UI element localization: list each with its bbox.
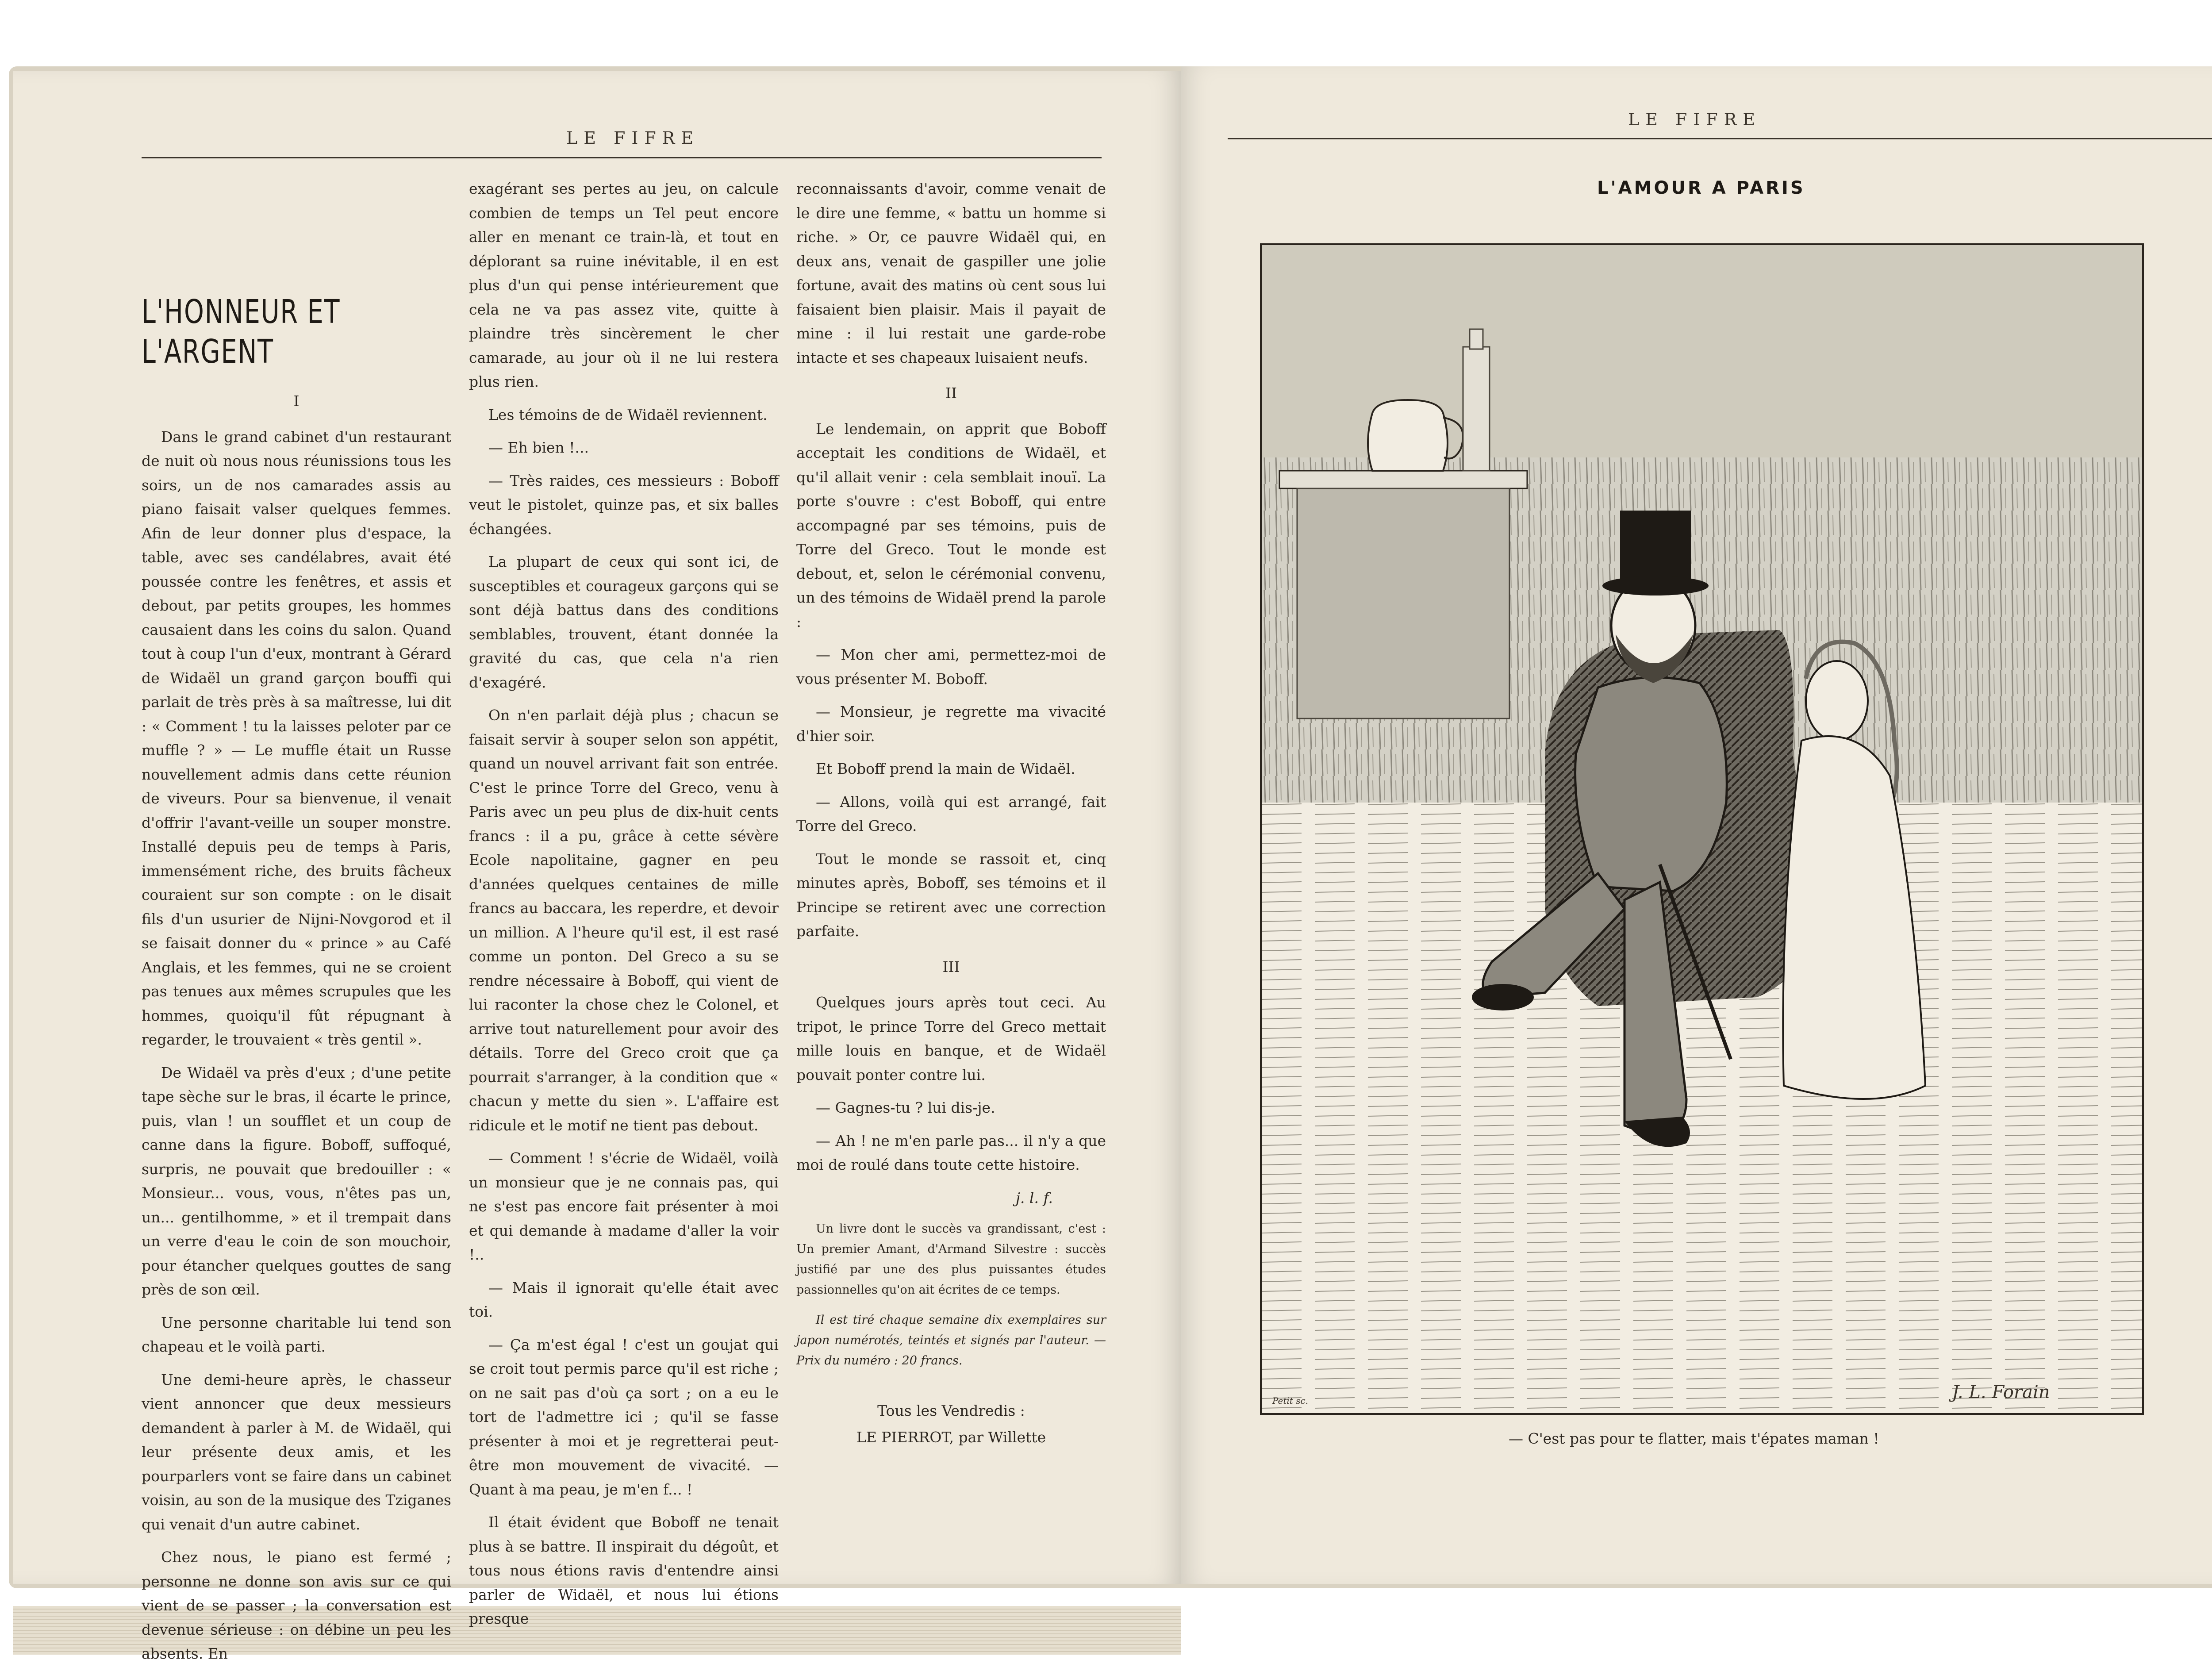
artist-signature: J. L. Forain [1952, 1382, 2050, 1402]
header-rule-left [142, 157, 1102, 158]
author-signature: j. l. f. [1015, 1189, 1053, 1206]
paragraph: — Allons, voilà qui est arrangé, fait Torre del Greco. [796, 793, 1106, 834]
lithograph-illustration [1262, 245, 2142, 1413]
paragraph: Une demi-heure après, le chasseur vient annoncer que deux messieurs demandent à parler à M. de Widaël, qui leur présente deux amis, et les pourparlers vont se faire dans un cabinet voisin, au son de la musique des Tziganes qui venait d'un autre cabinet. [142, 1371, 451, 1533]
article-column-3 [796, 177, 1106, 1451]
article-column-1 [142, 186, 451, 1675]
lithograph-frame [1260, 243, 2144, 1415]
footer-line-2: LE PIERROT, par Willette [856, 1429, 1046, 1446]
paragraph: — Mon cher ami, permettez-moi de vous présenter M. Boboff. [796, 646, 1106, 688]
paragraph: — Ah ! ne m'en parle pas... il n'y a que moi de roulé dans toute cette histoire. [796, 1132, 1106, 1173]
paragraph: — Gagnes-tu ? lui dis-je. [816, 1099, 995, 1116]
article-column-2 [469, 177, 779, 1640]
paragraph: Quelques jours après tout ceci. Au tripot, le prince Torre del Greco mettait mille louis en banque, et de Widaël pouvait ponter contre lui. [796, 994, 1106, 1083]
paragraph: La plupart de ceux qui sont ici, de susceptibles et courageux garçons qui se sont déjà battus dans des conditions semblables, trouvent, étant donnée la gravité du cas, que cela n'a rien d'exagéré. [469, 553, 779, 691]
paragraph: Il était évident que Boboff ne tenait plus à se battre. Il inspirait du dégoût, et tous nous étions ravis d'entendre ainsi parler de Widaël, et nous lui étions presque [469, 1514, 779, 1627]
section-number-3: III [942, 958, 960, 976]
paragraph: Le lendemain, on apprit que Boboff acceptait les conditions de Widaël, et qu'il allait venir : cela semblait inouï. La porte s'ouvre : c'est Boboff, qui entre accompagné par ses témoins, puis de Torre del Greco. Tout le monde est debout, et, selon le cérémonial convenu, un des témoins de Widaël prend la parole : [796, 420, 1106, 630]
running-head-right: LE FIFRE [1628, 110, 1762, 129]
right-page [1181, 66, 2212, 1584]
footer-line-1: Tous les Vendredis : [877, 1402, 1025, 1419]
paragraph: — Comment ! s'écrie de Widaël, voilà un monsieur que je ne connais pas, qui ne s'est pas encore fait présenter à moi et qui demande à madame d'aller la voir !.. [469, 1149, 779, 1263]
engraver-credit: Petit sc. [1272, 1395, 1309, 1406]
paragraph: — Mais il ignorait qu'elle était avec toi. [469, 1279, 779, 1320]
paragraph: — Eh bien !... [488, 439, 589, 456]
paragraph: — Très raides, ces messieurs : Boboff veut le pistolet, quinze pas, et six balles échangées. [469, 472, 779, 538]
paragraph: Et Boboff prend la main de Widaël. [816, 760, 1075, 777]
paragraph: Dans le grand cabinet d'un restaurant de nuit où nous nous réunissions tous les soirs, un de nos camarades assis au piano faisait valser quelques femmes. Afin de leur donner plus d'espace, la table, avec ses candélabres, avait été poussée contre les fenêtres, et assis et debout, par petits groupes, les hommes causaient dans les coins du salon. Quand tout à coup l'un d'eux, montrant à Gérard de Widaël un grand garçon bouffi qui parlait de très près à sa maîtresse, lui dit : « Comment ! tu la laisses peloter par ce muffle ? » — Le muffle était un Russe nouvellement admis dans cette réunion de viveurs. Pour sa bienvenue, il venait d'offrir l'avant-veille un souper monstre. Installé depuis peu de temps à Paris, immensément riche, des bruits fâcheux couraient sur son compte : on le disait fils d'un usurier de Nijni-Novgorod et il se faisait donner du « prince » au Café Anglais, et les femmes, qui ne se croient pas tenues aux mêmes scrupules que les hommes, quoiqu'il fût répugnant à regarder, le trouvaient « très gentil ». [142, 428, 451, 1048]
weekly-footer [796, 1398, 1106, 1451]
picture-title: L'AMOUR A PARIS [1597, 178, 1805, 198]
paragraph: exagérant ses pertes au jeu, on calcule combien de temps un Tel peut encore aller en menant ce train-là, et tout en déplorant sa ruine inévitable, il en est plus d'un qui pense intérieurement que cela ne va pas assez vite, quitte à plaindre très sincèrement le cher camarade, au jour où il ne lui restera plus rien. [469, 180, 779, 390]
notices [796, 1219, 1106, 1371]
section-number-2: II [945, 384, 957, 402]
edition-notice: Il est tiré chaque semaine dix exemplaires sur japon numérotés, teintés et signés par l'auteur. — Prix du numéro : 20 francs. [796, 1313, 1106, 1368]
book-notice: Un livre dont le succès va grandissant, c'est : Un premier Amant, d'Armand Silvestre : succès justifié par une des plus puissantes études passionnelles qu'on ait écrites de ce temps. [796, 1222, 1106, 1297]
paragraph: De Widaël va près d'eux ; d'une petite tape sèche sur le bras, il écarte le prince, puis, vlan ! un soufflet et un coup de canne dans la figure. Boboff, suffoqué, surpris, ne pouvait que bredouiller : « Monsieur... vous, vous, n'êtes pas un, un... gentilhomme, » et il trempait dans un verre d'eau le coin de son mouchoir, pour étancher quelques gouttes de sang près de son œil. [142, 1064, 451, 1298]
paragraph: Une personne charitable lui tend son chapeau et le voilà parti. [142, 1314, 451, 1355]
paragraph: — Ça m'est égal ! c'est un goujat qui se croit tout permis parce qu'il est riche ; on ne sait pas d'où ça sort ; on a eu le tort de l'admettre ici ; qu'il se fasse présenter à moi et je regretterai peut-être mon mouvement de vivacité. — Quant à ma peau, je m'en f... ! [469, 1336, 779, 1498]
section-number-1: I [293, 392, 300, 410]
paragraph: — Monsieur, je regrette ma vivacité d'hier soir. [796, 703, 1106, 745]
article-title: L'HONNEUR ET L'ARGENT [142, 293, 341, 371]
paragraph: On n'en parlait déjà plus ; chacun se faisait servir à souper selon son appétit, quand un nouvel arrivant fait son entrée. C'est le prince Torre del Greco, venu à Paris avec un peu plus de dix-huit cents francs : il a pu, grâce à cette sévère Ecole napolitaine, gagner en peu d'années quelques centaines de mille francs au baccara, les reperdre, et devoir un million. A l'heure qu'il est, il est rasé comme un ponton. Del Greco a su se rendre nécessaire à Boboff, qui vient de lui raconter la chose chez le Colonel, et arrive tout naturellement pour avoir des détails. Torre del Greco croit que ça pourrait s'arranger, à la condition que « chacun y mette du sien ». L'affaire est ridicule et le motif ne tient pas debout. [469, 707, 779, 1134]
header-rule-right [1228, 138, 2212, 139]
paragraph: Les témoins de de Widaël reviennent. [488, 406, 768, 423]
paragraph: Tout le monde se rassoit et, cinq minutes après, Boboff, ses témoins et il Principe se retirent avec une correction parfaite. [796, 850, 1106, 940]
picture-caption: — C'est pas pour te flatter, mais t'épates maman ! [1509, 1430, 1879, 1447]
running-head-left: LE FIFRE [566, 128, 700, 148]
left-page [13, 71, 1181, 1662]
paragraph: Chez nous, le piano est fermé ; personne ne donne son avis sur ce qui vient de se passer ; la conversation est devenue sérieuse : on débine un peu les absents. En [142, 1548, 451, 1662]
paragraph: reconnaissants d'avoir, comme venait de le dire une femme, « battu un homme si riche. » Or, ce pauvre Widaël qui, en deux ans, venait de gaspiller une jolie fortune, avait des matins où cent sous lui faisaient bien plaisir. Mais il payait de mine : il lui restait une garde-robe intacte et ses chapeaux luisaient neufs. [796, 180, 1106, 366]
